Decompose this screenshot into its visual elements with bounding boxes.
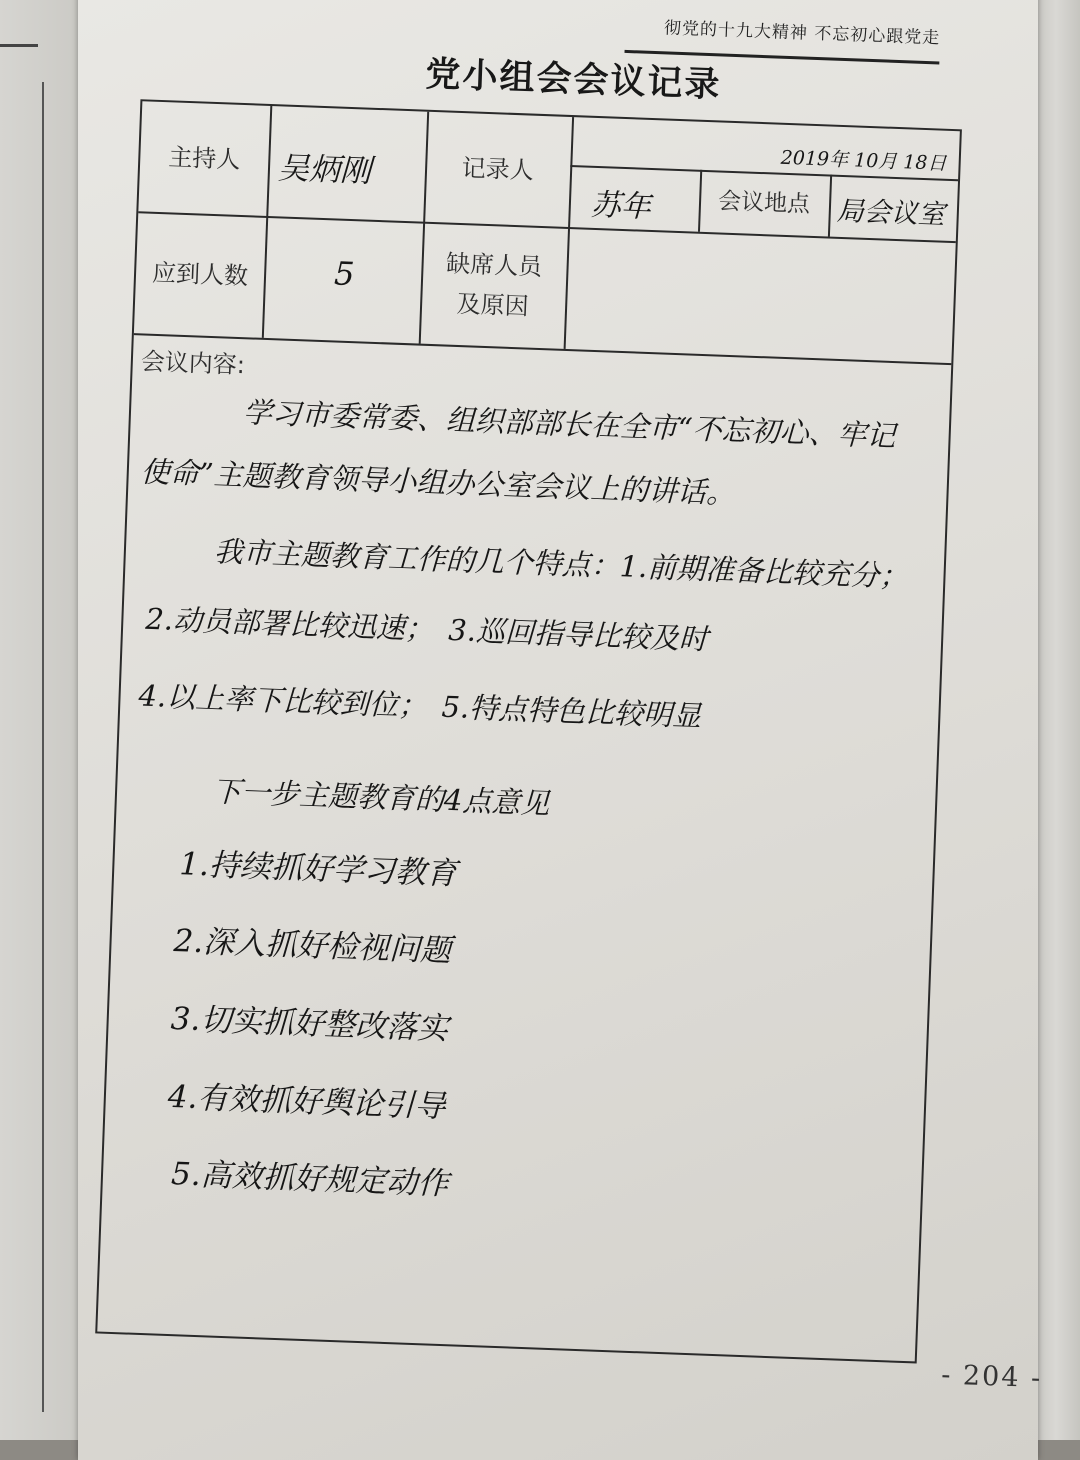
absent-label-line1: 缺席人员 — [445, 249, 543, 282]
content-line: 我市主题教育工作的几个特点：1.前期准备比较充分； — [213, 534, 909, 594]
content-line: 4.有效抓好舆论引导 — [167, 1078, 446, 1126]
location-value: 局会议室 — [836, 195, 946, 231]
content-line: 3.切实抓好整改落实 — [170, 1000, 449, 1048]
header-slogan: 彻党的十九大精神 不忘初心跟党走 — [624, 10, 940, 65]
content-line: 2.深入抓好检视问题 — [172, 923, 452, 970]
host-label: 主持人 — [167, 143, 241, 174]
content-label: 会议内容: — [140, 347, 246, 380]
content-line: 2.动员部署比较迅速； 3.巡回指导比较及时 — [144, 601, 709, 657]
location-label: 会议地点 — [717, 188, 811, 218]
absent-label-line2: 及原因 — [456, 289, 530, 321]
host-value: 吴炳刚 — [277, 150, 372, 190]
page-number: - 204 - — [940, 1359, 1043, 1395]
content-line: 5.高效抓好规定动作 — [170, 1156, 450, 1203]
content-line: 学习市委常委、组织部部长在全市“不忘初心、牢记 — [242, 395, 897, 454]
absent-label — [419, 222, 568, 349]
page-title: 党小组会会议记录 — [424, 54, 723, 106]
content-line: 使命”主题教育领导小组办公室会议上的讲话。 — [140, 454, 736, 511]
expected-attendees-value: 5 — [333, 254, 356, 294]
content-line: 4.以上率下比较到位； 5.特点特色比较明显 — [137, 678, 702, 734]
recorder-value: 苏年 — [590, 187, 652, 225]
expected-attendees-label: 应到人数 — [151, 258, 249, 291]
recorder-label: 记录人 — [461, 154, 535, 185]
content-line: 下一步主题教育的4点意见 — [211, 774, 551, 821]
meeting-date: 2019年 10月 18日 — [780, 146, 947, 175]
meeting-record-form — [95, 99, 962, 1363]
content-line: 1.持续抓好学习教育 — [178, 846, 458, 893]
